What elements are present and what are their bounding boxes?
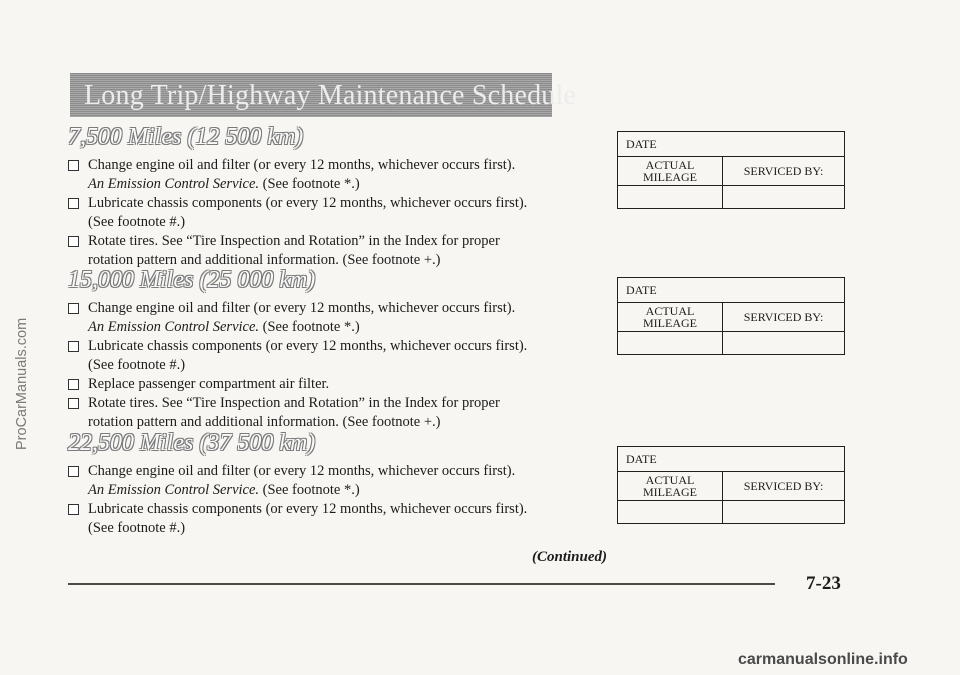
mileage-entry[interactable]	[618, 332, 723, 355]
watermark-procarmanuals: ProCarManuals.com	[14, 317, 30, 450]
checkbox[interactable]	[68, 379, 79, 390]
checkbox[interactable]	[68, 198, 79, 209]
section-title-15000: 15,000 Miles (25 000 km)	[68, 267, 316, 293]
serviced-by-entry[interactable]	[723, 332, 845, 355]
list-item: Rotate tires. See “Tire Inspection and Rotation” in the Index for proper rotation pattern and additional information. (See footnote +.)	[68, 394, 608, 432]
list-item: Change engine oil and filter (or every 12 months, whichever occurs first). An Emission Control Service. (See footnote *.)	[68, 156, 608, 194]
list-item: Replace passenger compartment air filter.	[68, 375, 608, 394]
actual-mileage-field[interactable]: ACTUAL MILEAGE	[618, 157, 723, 186]
page-number: 7-23	[806, 573, 841, 594]
service-record-box	[617, 446, 845, 524]
checkbox[interactable]	[68, 504, 79, 515]
serviced-by-field[interactable]: SERVICED BY:	[723, 303, 845, 332]
list-item: Lubricate chassis components (or every 12 months, whichever occurs first). (See footnote #.)	[68, 194, 608, 232]
checkbox[interactable]	[68, 160, 79, 171]
checkbox[interactable]	[68, 303, 79, 314]
list-item: Lubricate chassis components (or every 12 months, whichever occurs first). (See footnote #.)	[68, 337, 608, 375]
section-title-22500: 22,500 Miles (37 500 km)	[68, 430, 316, 456]
list-item: Lubricate chassis components (or every 12 months, whichever occurs first). (See footnote #.)	[68, 500, 608, 538]
mileage-entry[interactable]	[618, 501, 723, 524]
footer-rule	[68, 583, 775, 585]
section-items-15000	[68, 299, 608, 432]
actual-mileage-field[interactable]: ACTUAL MILEAGE	[618, 303, 723, 332]
section-title-7500: 7,500 Miles (12 500 km)	[68, 124, 304, 150]
section-items-7500	[68, 156, 608, 270]
checkbox[interactable]	[68, 398, 79, 409]
continued-note: (Continued)	[532, 549, 608, 565]
date-field[interactable]: DATE	[618, 447, 845, 472]
serviced-by-field[interactable]: SERVICED BY:	[723, 472, 845, 501]
serviced-by-entry[interactable]	[723, 501, 845, 524]
serviced-by-entry[interactable]	[723, 186, 845, 209]
date-field[interactable]: DATE	[618, 278, 845, 303]
watermark-carmanualsonline: carmanualsonline.info	[738, 651, 908, 668]
serviced-by-field[interactable]: SERVICED BY:	[723, 157, 845, 186]
checkbox[interactable]	[68, 466, 79, 477]
service-record-box	[617, 131, 845, 209]
list-item: Rotate tires. See “Tire Inspection and Rotation” in the Index for proper rotation pattern and additional information. (See footnote +.)	[68, 232, 608, 270]
service-record-box	[617, 277, 845, 355]
list-item: Change engine oil and filter (or every 12 months, whichever occurs first). An Emission Control Service. (See footnote *.)	[68, 462, 608, 500]
schedule-header	[70, 73, 577, 117]
checkbox[interactable]	[68, 236, 79, 247]
mileage-entry[interactable]	[618, 186, 723, 209]
list-item: Change engine oil and filter (or every 12 months, whichever occurs first). An Emission Control Service. (See footnote *.)	[68, 299, 608, 337]
date-field[interactable]: DATE	[618, 132, 845, 157]
checkbox[interactable]	[68, 341, 79, 352]
section-items-22500	[68, 462, 608, 538]
schedule-title: Long Trip/Highway Maintenance Schedule	[84, 80, 577, 111]
actual-mileage-field[interactable]: ACTUAL MILEAGE	[618, 472, 723, 501]
